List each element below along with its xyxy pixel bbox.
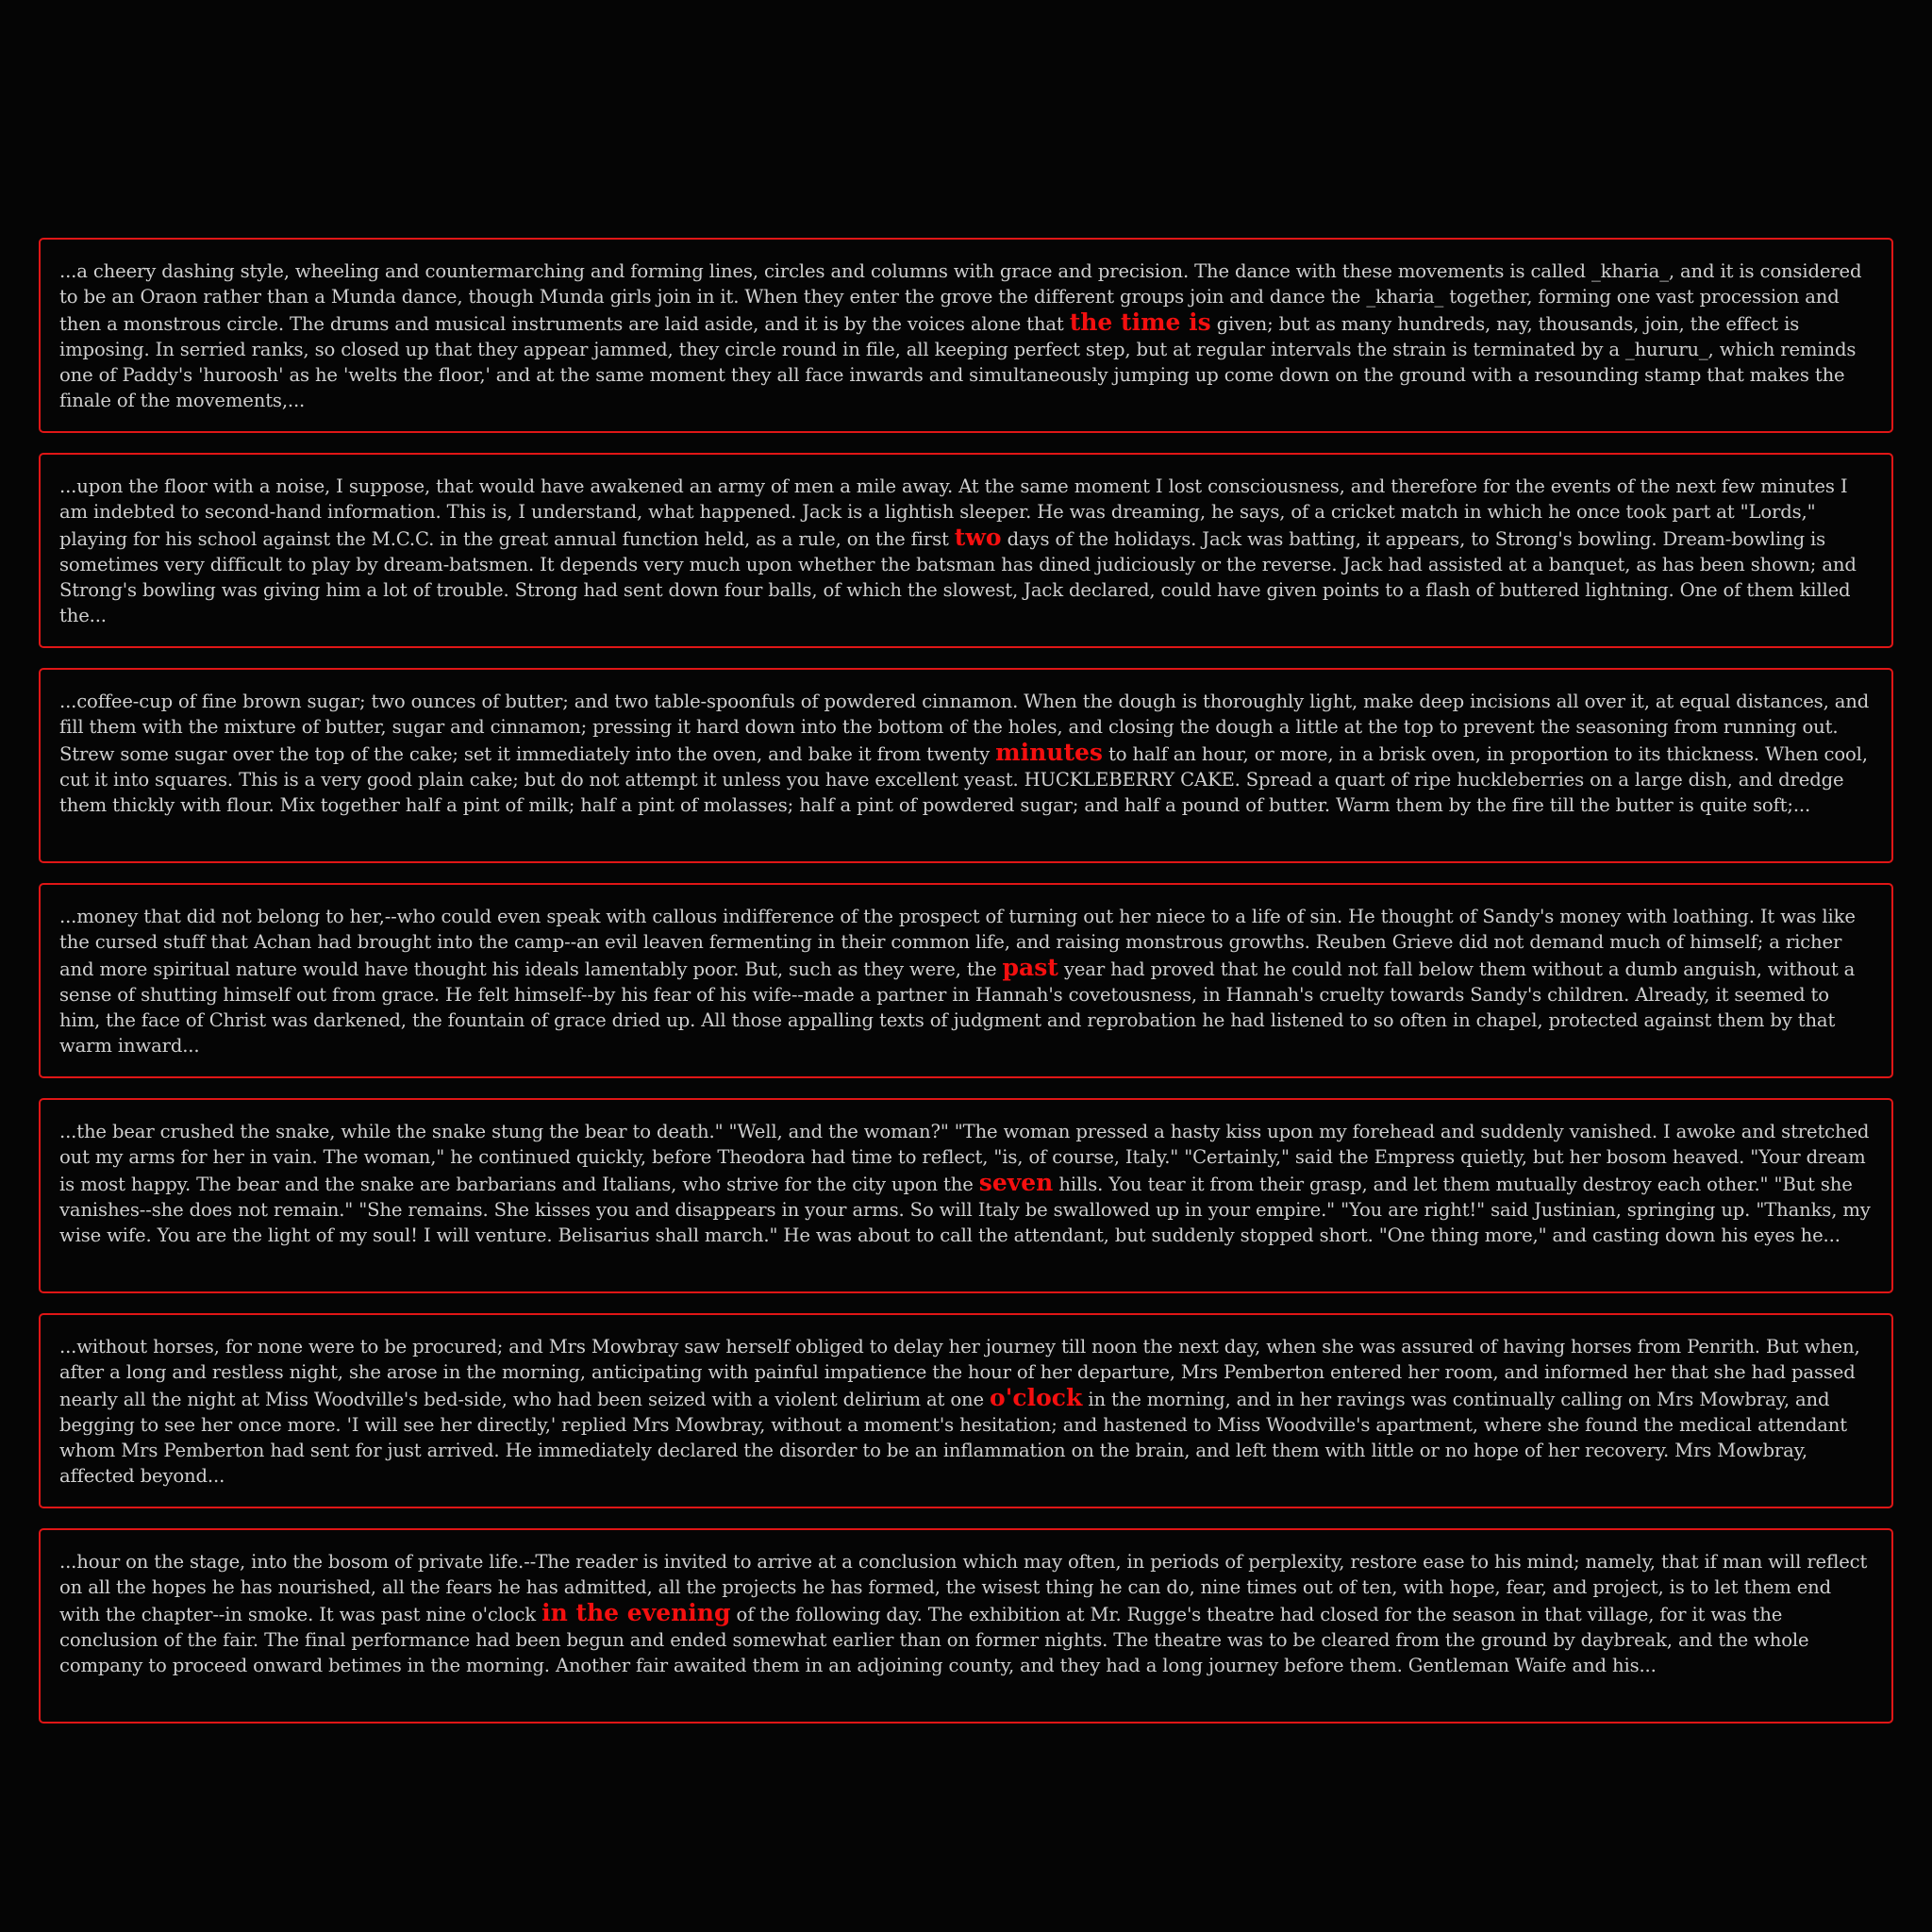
passage-text-before: ...a cheery dashing style, wheeling and countermarching and forming lines, circles and columns with grace and precision. The dance with these movements is called _kharia_, and it is considered to be an Oraon rather than a Munda dance, though Munda girls join in it. When they enter the grove the different groups join and dance the _kharia_ together, forming one vast procession and then a monstrous circle. The drums and musical instruments are laid aside, and it is by the voices alone that xyxy=(59,260,1862,335)
passage-text-before: ...upon the floor with a noise, I suppose, that would have awakened an army of men a mile away. At the same moment I lost consciousness, and therefore for the events of the next few minutes I am indebted to second-hand information. This is, I understand, what happened. Jack is a lightish sleeper. He was dreaming, he says, of a cricket match in which he once took part at "Lords," playing for his school against the M.C.C. in the great annual function held, as a rule, on the first xyxy=(59,475,1848,550)
passage-text-before: ...coffee-cup of fine brown sugar; two ounces of butter; and two table-spoonfuls of powdered cinnamon. When the dough is thoroughly light, make deep incisions all over it, at equal distances, and fill them with the mixture of butter, sugar and cinnamon; pressing it hard down into the bottom of the holes, and closing the dough a little at the top to prevent the seasoning from running out. Strew some sugar over the top of the cake; set it immediately into the oven, and bake it from twenty xyxy=(59,691,1870,765)
highlighted-phrase: in the evening xyxy=(541,1599,731,1626)
highlighted-phrase: past xyxy=(1002,954,1058,981)
highlighted-phrase: the time is xyxy=(1069,308,1211,336)
highlighted-phrase: o'clock xyxy=(990,1384,1083,1411)
passage-text-after: hills. You tear it from their grasp, and let them mutually destroy each other." "But she vanishes--she does not remain." "She remains. She kisses you and disappears in your arms. So will Italy be swallowed up in your empire." "You are right!" said Justinian, springing up. "Thanks, my wise wife. You are the light of my soul! I will venture. Belisarius shall march." He was about to call the attendant, but suddenly stopped short. "One thing more," and casting down his eyes he... xyxy=(59,1174,1871,1246)
passage-text-after: days of the holidays. Jack was batting, it appears, to Strong's bowling. Dream-bowling is sometimes very difficult to play by dream-batsmen. It depends very much upon whether the batsman has dined judiciously or the reverse. Jack had assisted at a banquet, as has been shown; and Strong's bowling was giving him a lot of trouble. Strong had sent down four balls, of which the slowest, Jack declared, could have given points to a flash of buttered lightning. One of them killed the... xyxy=(59,528,1857,626)
passage-text-before: ...without horses, for none were to be procured; and Mrs Mowbray saw herself obliged to delay her journey till noon the next day, when she was assured of having horses from Penrith. But when, after a long and restless night, she arose in the morning, anticipating with painful impatience the hour of her departure, Mrs Pemberton entered her room, and informed her that she had passed nearly all the night at Miss Woodville's bed-side, who had been seized with a violent delirium at one xyxy=(59,1336,1860,1410)
passage-text xyxy=(59,904,1873,1058)
passage-text xyxy=(59,1119,1873,1248)
highlighted-phrase: two xyxy=(954,524,1002,551)
passage-text-after: to half an hour, or more, in a brisk oven, in proportion to its thickness. When cool, cut it into squares. This is a very good plain cake; but do not attempt it unless you have excellent yeast. HUCKLEBERRY CAKE. Spread a quart of ripe huckleberries on a large dish, and dredge them thickly with flour. Mix together half a pint of milk; half a pint of molasses; half a pint of powdered sugar; and half a pound of butter. Warm them by the fire till the butter is quite soft;... xyxy=(59,743,1868,816)
passage-card xyxy=(39,1098,1893,1293)
passage-text xyxy=(59,258,1873,413)
passage-text xyxy=(59,474,1873,628)
highlighted-phrase: minutes xyxy=(995,739,1103,766)
passage-text-after: in the morning, and in her ravings was continually calling on Mrs Mowbray, and begging to see her once more. 'I will see her directly,' replied Mrs Mowbray, without a moment's hesitation; and hastened to Miss Woodville's apartment, where she found the medical attendant whom Mrs Pemberton had sent for just arrived. He immediately declared the disorder to be an inflammation on the brain, and left them with little or no hope of her recovery. Mrs Mowbray, affected beyond... xyxy=(59,1389,1847,1487)
passage-text xyxy=(59,689,1873,818)
passage-text xyxy=(59,1334,1873,1489)
passage-text xyxy=(59,1549,1873,1678)
passage-card xyxy=(39,1313,1893,1508)
passage-text-after: given; but as many hundreds, nay, thousands, join, the effect is imposing. In serried ranks, so closed up that they appear jammed, they circle round in file, all keeping perfect step, but at regular intervals the strain is terminated by a _hururu_, which reminds one of Paddy's 'huroosh' as he 'welts the floor,' and at the same moment they all face inwards and simultaneously jumping up come down on the ground with a resounding stamp that makes the finale of the movements,... xyxy=(59,313,1857,411)
passage-text-after: of the following day. The exhibition at Mr. Rugge's theatre had closed for the season in that village, for it was the conclusion of the fair. The final performance had been begun and ended somewhat earlier than on former nights. The theatre was to be cleared from the ground by daybreak, and the whole company to proceed onward betimes in the morning. Another fair awaited them in an adjoining county, and they had a long journey before them. Gentleman Waife and his... xyxy=(59,1604,1809,1676)
passage-card xyxy=(39,238,1893,433)
passage-card xyxy=(39,668,1893,863)
passage-card xyxy=(39,1528,1893,1724)
highlighted-phrase: seven xyxy=(978,1169,1054,1196)
passage-text-before: ...the bear crushed the snake, while the snake stung the bear to death." "Well, and the woman?" "The woman pressed a hasty kiss upon my forehead and suddenly vanished. I awoke and stretched out my arms for her in vain. The woman," he continued quickly, before Theodora had time to reflect, "is, of course, Italy." "Certainly," said the Empress quietly, but her bosom heaved. "Your dream is most happy. The bear and the snake are barbarians and Italians, who strive for the city upon the xyxy=(59,1121,1870,1195)
passage-text-after: year had proved that he could not fall below them without a dumb anguish, without a sense of shutting himself out from grace. He felt himself--by his fear of his wife--made a partner in Hannah's covetousness, in Hannah's cruelty towards Sandy's children. Already, it seemed to him, the face of Christ was darkened, the fountain of grace dried up. All those appalling texts of judgment and reprobation he had listened to so often in chapel, protected against them by that warm inward... xyxy=(59,958,1856,1057)
passage-card xyxy=(39,883,1893,1078)
passage-card xyxy=(39,453,1893,648)
passage-text-before: ...money that did not belong to her,--who could even speak with callous indifference of the prospect of turning out her niece to a life of sin. He thought of Sandy's money with loathing. It was like the cursed stuff that Achan had brought into the camp--an evil leaven fermenting in their common life, and raising monstrous growths. Reuben Grieve did not demand much of himself; a richer and more spiritual nature would have thought his ideals lamentably poor. But, such as they were, the xyxy=(59,906,1856,980)
passage-text-before: ...hour on the stage, into the bosom of private life.--The reader is invited to arrive at a conclusion which may often, in periods of perplexity, restore ease to his mind; namely, that if man will reflect on all the hopes he has nourished, all the fears he has admitted, all the projects he has formed, the wisest thing he can do, nine times out of ten, with hope, fear, and project, is to let them end with the chapter--in smoke. It was past nine o'clock xyxy=(59,1551,1868,1625)
passage-list xyxy=(39,238,1893,1743)
